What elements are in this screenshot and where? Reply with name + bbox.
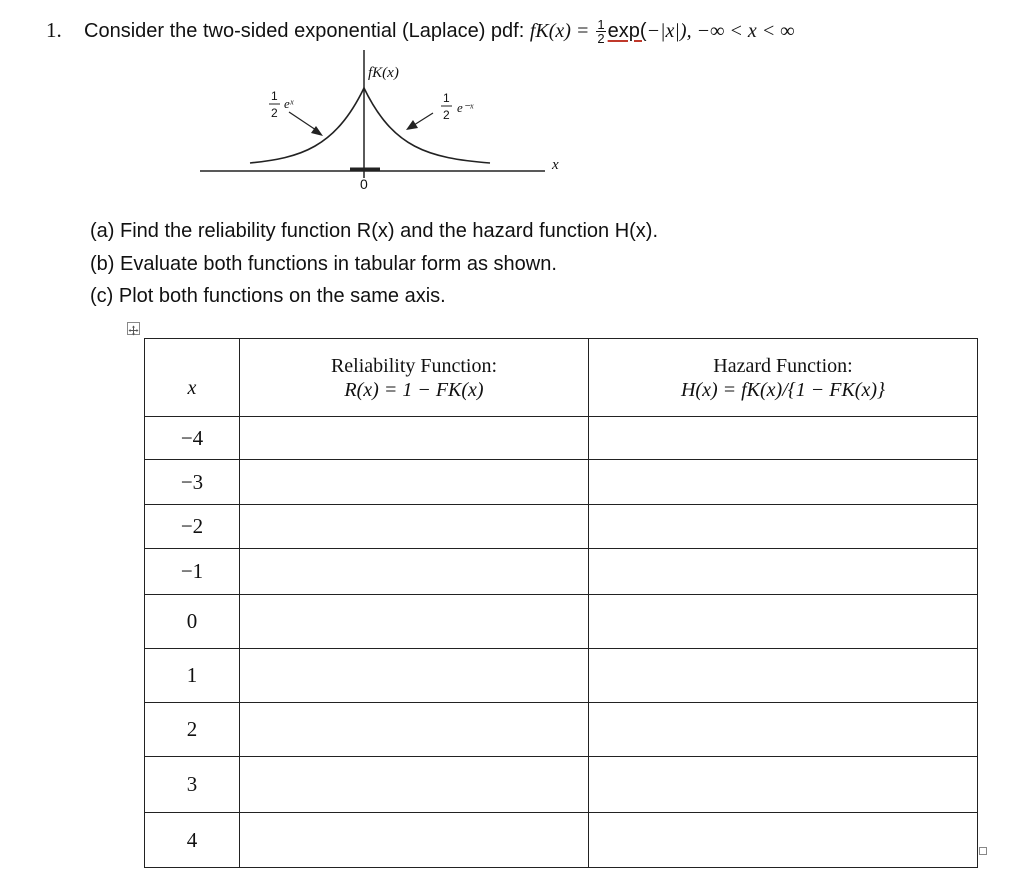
reliability-cell[interactable] <box>240 595 589 649</box>
part-a: (a) Find the reliability function R(x) and the hazard function H(x). <box>90 220 659 242</box>
question-prompt <box>84 18 794 45</box>
reliability-cell[interactable] <box>240 549 589 595</box>
table-row <box>145 549 978 595</box>
hazard-cell[interactable] <box>589 649 978 703</box>
right-frac-den: 2 <box>443 108 450 122</box>
table-row <box>145 649 978 703</box>
prompt-prefix: Consider the two-sided exponential (Laplace) pdf: <box>84 19 530 42</box>
y-axis-label: fK(x) <box>368 65 399 81</box>
hazard-cell[interactable] <box>589 460 978 505</box>
x-cell: −4 <box>145 417 240 460</box>
reliability-cell[interactable] <box>240 417 589 460</box>
origin-label: 0 <box>360 176 368 192</box>
hazard-header-title: Hazard Function: <box>713 354 853 377</box>
table-header-row <box>145 339 978 417</box>
part-c: (c) Plot both functions on the same axis. <box>90 285 446 307</box>
reliability-header-formula: R(x) = 1 − FK(x) <box>344 378 484 401</box>
x-cell: −2 <box>145 505 240 549</box>
reliability-column-header <box>240 339 589 417</box>
hazard-header-formula: H(x) = fK(x)/{1 − FK(x)} <box>680 378 886 401</box>
question-number: 1. <box>46 18 62 42</box>
x-cell: 0 <box>145 595 240 649</box>
x-cell: −3 <box>145 460 240 505</box>
hazard-cell[interactable] <box>589 595 978 649</box>
move-handle-icon[interactable] <box>127 322 140 335</box>
table-row <box>145 460 978 505</box>
hazard-column-header <box>589 339 978 417</box>
pdf-frac-den: 2 <box>597 31 605 46</box>
reliability-cell[interactable] <box>240 757 589 813</box>
laplace-pdf-figure <box>190 50 590 200</box>
table-row <box>145 703 978 757</box>
hazard-cell[interactable] <box>589 813 978 868</box>
reliability-cell[interactable] <box>240 813 589 868</box>
x-cell: 4 <box>145 813 240 868</box>
reliability-cell[interactable] <box>240 460 589 505</box>
pdf-exp: exp( <box>607 19 647 42</box>
x-column-header: x <box>145 339 240 417</box>
x-cell: 1 <box>145 649 240 703</box>
hazard-cell[interactable] <box>589 703 978 757</box>
x-cell: 3 <box>145 757 240 813</box>
hazard-cell[interactable] <box>589 417 978 460</box>
reliability-cell[interactable] <box>240 649 589 703</box>
left-frac-num: 1 <box>271 89 278 103</box>
right-frac-num: 1 <box>443 91 450 105</box>
pdf-lhs: fK(x) = <box>529 19 595 42</box>
table-row <box>145 813 978 868</box>
pdf-fraction <box>596 18 605 45</box>
reliability-header-title: Reliability Function: <box>330 354 498 377</box>
hazard-cell[interactable] <box>589 505 978 549</box>
resize-handle-icon[interactable] <box>979 847 987 855</box>
x-axis-label: x <box>552 157 559 173</box>
hazard-cell[interactable] <box>589 549 978 595</box>
x-cell: 2 <box>145 703 240 757</box>
left-arrow-line <box>289 112 316 130</box>
pdf-rest: −|x|), −∞ < x < ∞ <box>646 19 795 42</box>
table-row <box>145 417 978 460</box>
part-b: (b) Evaluate both functions in tabular form as shown. <box>90 253 557 275</box>
table-row <box>145 757 978 813</box>
table-row <box>145 505 978 549</box>
reliability-hazard-table <box>144 338 978 868</box>
right-arrowhead-icon <box>406 120 418 130</box>
x-cell: −1 <box>145 549 240 595</box>
hazard-cell[interactable] <box>589 757 978 813</box>
move-arrows-icon <box>128 325 139 336</box>
right-expr: e⁻ˣ <box>457 100 474 115</box>
left-expr: eˣ <box>284 96 294 111</box>
reliability-cell[interactable] <box>240 505 589 549</box>
table-row <box>145 595 978 649</box>
reliability-cell[interactable] <box>240 703 589 757</box>
pdf-frac-num: 1 <box>597 17 605 32</box>
left-frac-den: 2 <box>271 106 278 120</box>
right-arrow-line <box>414 113 433 125</box>
